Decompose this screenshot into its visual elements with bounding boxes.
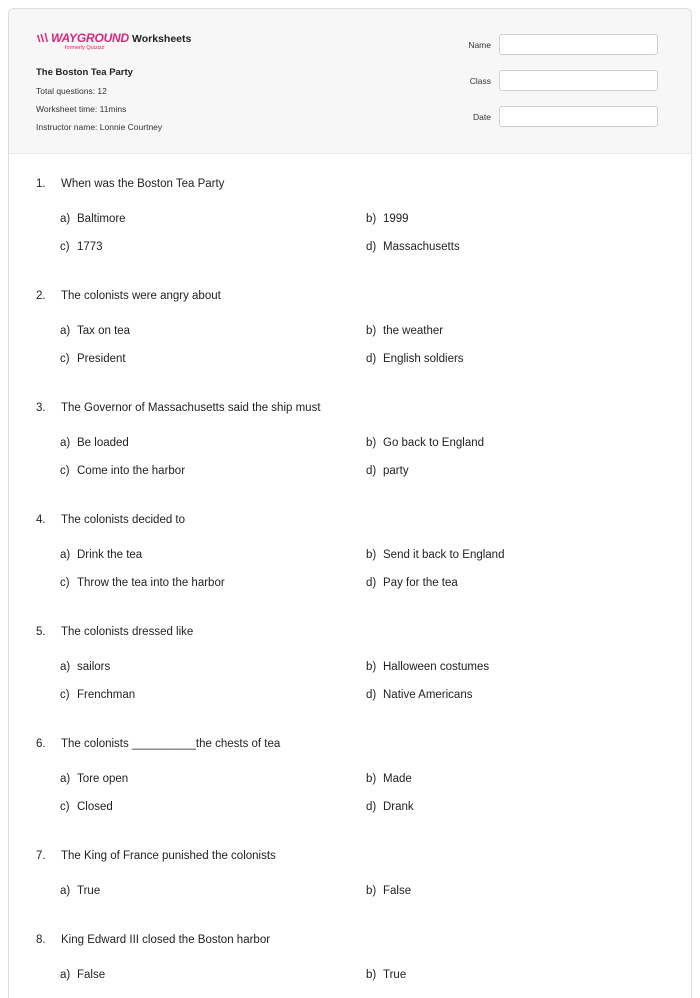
question-number: 2. [36, 290, 46, 302]
question-text [36, 850, 276, 862]
option-letter: a) [60, 969, 71, 981]
question-text [36, 934, 270, 946]
answer-option [366, 213, 409, 225]
option-letter: b) [366, 549, 377, 561]
option-letter: a) [60, 773, 71, 785]
option-text: Native Americans [383, 689, 473, 701]
class-field[interactable] [499, 70, 658, 91]
question-prompt: The colonists decided to [61, 514, 186, 526]
option-text: Closed [77, 801, 113, 813]
answer-option [366, 325, 443, 337]
answer-option [60, 885, 100, 897]
option-letter: b) [366, 661, 377, 673]
answer-option [366, 661, 489, 673]
option-text: 1999 [383, 213, 409, 225]
question-prompt: The Governor of Massachusetts said the ship must [61, 402, 321, 414]
question-text [36, 178, 224, 190]
question-text [36, 290, 221, 302]
option-letter: d) [366, 689, 377, 701]
date-field[interactable] [499, 106, 658, 127]
option-text: sailors [77, 661, 111, 673]
option-text: Frenchman [77, 689, 136, 701]
question-text [36, 514, 185, 526]
worksheet-time: Worksheet time: 11mins [36, 104, 127, 114]
question-prompt: The King of France punished the colonists [61, 850, 276, 862]
question-number: 1. [36, 178, 46, 190]
option-text: Massachusetts [383, 241, 460, 253]
question-number: 8. [36, 934, 46, 946]
answer-option [60, 213, 126, 225]
answer-option [60, 437, 129, 449]
answer-option [366, 885, 411, 897]
answer-option [366, 773, 412, 785]
option-text: Drank [383, 801, 414, 813]
option-letter: b) [366, 885, 377, 897]
option-text: Made [383, 773, 412, 785]
name-label: Name [468, 39, 491, 50]
date-field-row [449, 106, 665, 127]
option-letter: d) [366, 465, 377, 477]
option-letter: c) [60, 465, 70, 477]
question-number: 7. [36, 850, 46, 862]
name-field-row [449, 34, 665, 55]
answer-option [60, 241, 103, 253]
answer-option [366, 241, 460, 253]
option-text: Drink the tea [77, 549, 143, 561]
worksheet-meta [36, 67, 162, 132]
answer-option [60, 465, 185, 477]
option-letter: c) [60, 689, 70, 701]
option-text: party [383, 465, 409, 477]
option-letter: a) [60, 325, 71, 337]
logo-subtitle: formerly Quizizz [65, 45, 105, 51]
logo-mark [36, 31, 129, 45]
option-text: Halloween costumes [383, 661, 490, 673]
class-field-row [449, 70, 665, 91]
question-text [36, 626, 193, 638]
option-letter: a) [60, 549, 71, 561]
option-text: Baltimore [77, 213, 126, 225]
answer-option [60, 969, 105, 981]
question-prompt: King Edward III closed the Boston harbor [61, 934, 271, 946]
option-text: True [383, 969, 407, 981]
option-letter: b) [366, 773, 377, 785]
option-letter: b) [366, 437, 377, 449]
question-text [36, 738, 280, 750]
question-prompt: The colonists were angry about [61, 290, 221, 302]
question-prompt: When was the Boston Tea Party [61, 178, 225, 190]
option-text: the weather [383, 325, 444, 337]
option-letter: a) [60, 437, 71, 449]
answer-option [366, 353, 464, 365]
question-prompt: The colonists __________the chests of tea [61, 738, 281, 750]
brand-title: Worksheets [132, 33, 192, 45]
question-number: 6. [36, 738, 46, 750]
answer-option [366, 577, 458, 589]
option-letter: b) [366, 213, 377, 225]
option-text: Tore open [77, 773, 129, 785]
option-letter: a) [60, 885, 71, 897]
option-text: True [77, 885, 101, 897]
option-text: Tax on tea [77, 325, 131, 337]
option-letter: b) [366, 325, 377, 337]
option-letter: d) [366, 353, 377, 365]
worksheet-title: The Boston Tea Party [36, 67, 133, 78]
answer-option [60, 801, 113, 813]
wayground-logo [36, 31, 128, 57]
option-letter: b) [366, 969, 377, 981]
option-text: Pay for the tea [383, 577, 458, 589]
option-text: Throw the tea into the harbor [77, 577, 225, 589]
option-text: Be loaded [77, 437, 129, 449]
option-letter: a) [60, 661, 71, 673]
option-letter: c) [60, 241, 70, 253]
option-text: 1773 [77, 241, 103, 253]
answer-option [60, 325, 130, 337]
name-field[interactable] [499, 34, 658, 55]
option-text: Come into the harbor [77, 465, 186, 477]
answer-option [60, 577, 225, 589]
option-letter: d) [366, 801, 377, 813]
total-questions: Total questions: 12 [36, 86, 107, 96]
date-label: Date [473, 111, 491, 122]
brand [36, 31, 191, 57]
logo-text: WAYGROUND [51, 31, 129, 45]
worksheet-page [8, 8, 692, 998]
option-text: False [383, 885, 412, 897]
answer-option [60, 549, 142, 561]
answer-option [60, 661, 110, 673]
option-text: Go back to England [383, 437, 485, 449]
option-letter: c) [60, 577, 70, 589]
answer-option [60, 353, 126, 365]
question-text [36, 402, 321, 414]
option-text: Send it back to England [383, 549, 505, 561]
answer-option [366, 969, 406, 981]
answer-option [60, 689, 135, 701]
class-label: Class [469, 75, 491, 86]
option-letter: d) [366, 241, 377, 253]
option-letter: c) [60, 801, 70, 813]
option-letter: d) [366, 577, 377, 589]
answer-option [366, 549, 504, 561]
option-text: English soldiers [383, 353, 464, 365]
logo-icon [36, 33, 50, 43]
instructor-name: Instructor name: Lonnie Courtney [36, 122, 163, 132]
answer-option [366, 465, 409, 477]
answer-option [366, 689, 472, 701]
option-text: President [77, 353, 126, 365]
option-letter: c) [60, 353, 70, 365]
option-letter: a) [60, 213, 71, 225]
answer-option [60, 773, 128, 785]
question-number: 4. [36, 514, 46, 526]
answer-option [366, 801, 414, 813]
worksheet-header [9, 9, 692, 154]
question-prompt: The colonists dressed like [61, 626, 194, 638]
answer-option [366, 437, 484, 449]
option-text: False [77, 969, 106, 981]
question-number: 5. [36, 626, 46, 638]
question-number: 3. [36, 402, 46, 414]
